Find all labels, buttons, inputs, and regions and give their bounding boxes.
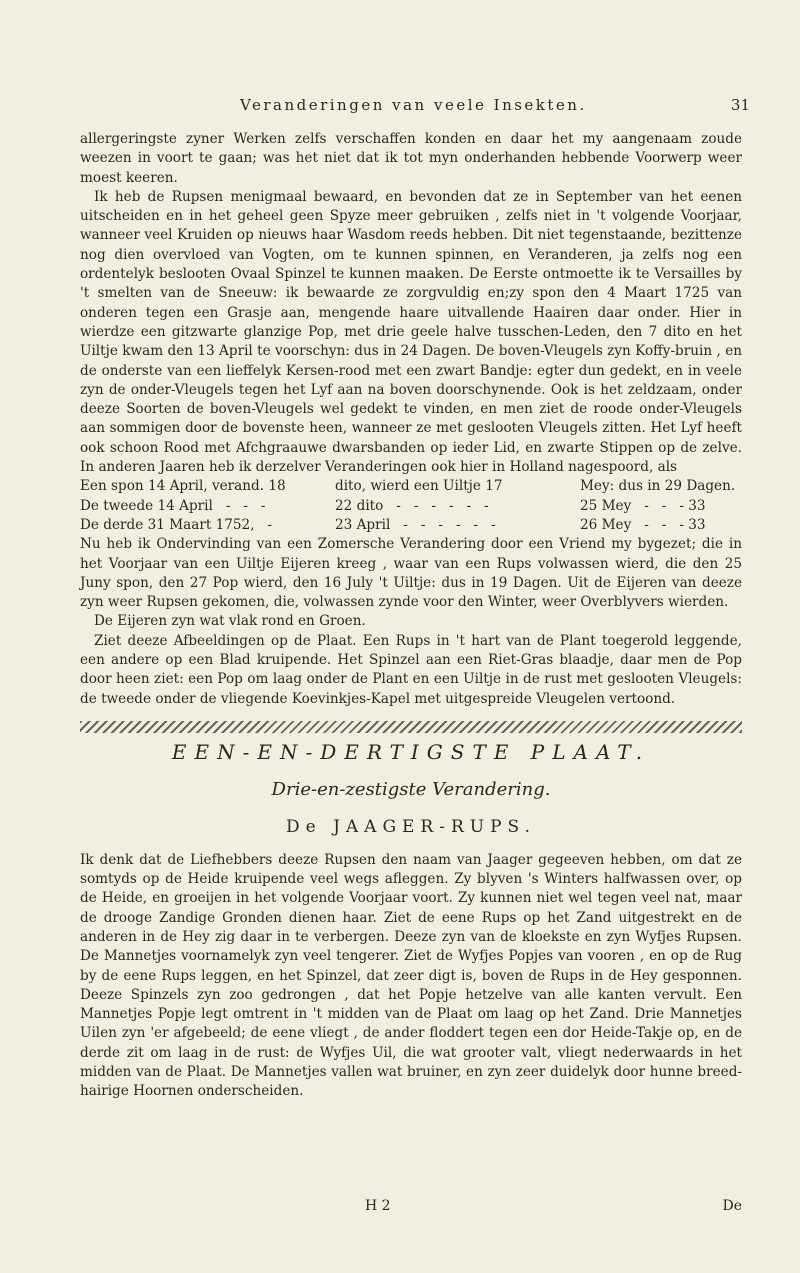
running-head xyxy=(240,96,750,114)
catchword: De xyxy=(722,1198,742,1214)
page-number: 31 xyxy=(730,96,750,114)
row-cell: 26 Mey - - - 33 xyxy=(580,516,706,533)
ornament-divider xyxy=(80,721,742,733)
observation-row xyxy=(80,477,742,496)
species-title: De JAAGER-RUPS. xyxy=(285,816,536,837)
change-title: Drie-en-zestigste Verandering. xyxy=(271,779,551,801)
row-cell: Een spon 14 April, verand. 18 xyxy=(80,478,286,495)
plate-title: EEN-EN-DERTIGSTE PLAAT. xyxy=(171,739,651,764)
row-cell: dito, wierd een Uiltje 17 xyxy=(335,478,503,495)
paragraph: Ik denk dat de Liefhebbers deeze Rupsen den naam van Jaager gegeeven hebben, om dat ze somtyds op de Heide kruipende veel wegs afleggen. Zy blyven 's Winters halfwassen over, op de Heide, en groeijen in het volgende Voorjaar voort. Zy kunnen niet wel tegen veel nat, maar de drooge Zandige Gronden dienen haar. Ziet de eene Rups op het Zand uitgestrekt en de anderen in de Hey zig daar in te verbergen. Deeze zyn van de kloekste en zyn Wyfjes Rupsen. De Mannetjes voornamelyk zyn veel tengerer. Ziet de Wyfjes Popjes van vooren , en op de Rug by de eene Rups leggen, en het Spinzel, dat zeer digt is, boven de Rups in de Hey gesponnen. Deeze Spinzels zyn zoo gedrongen , dat het Popje hetzelve van alle kanten vervult. Een Mannetjes Popje legt omtrent in 't midden van de Plaat om laag op het Zand. Drie Mannetjes Uilen zyn 'er afgebeeld; de eene vliegt , de ander floddert tegen een dor Heide-Takje op, en de derde zit om laag in de rust: de Wyfjes Uil, die wat grooter valt, vliegt nederwaards in het midden van de Plaat. De Mannetjes vallen wat bruiner, en zyn zeer duidelyk door hunne breed-hairige Hoornen onderscheiden. xyxy=(80,851,742,1100)
row-cell: 22 dito - - - - - - xyxy=(335,497,489,514)
row-cell: Mey: dus in 29 Dagen. xyxy=(580,478,736,495)
paragraph: De Eijeren zyn wat vlak rond en Groen. xyxy=(94,613,366,630)
row-cell: De tweede 14 April - - - xyxy=(80,497,266,514)
observation-row xyxy=(80,497,742,516)
signature-mark: H 2 xyxy=(365,1198,391,1214)
paragraph: allergeringste zyner Werken zelfs verschaffen konden en daar het my aangenaam zoude weezen in voort te gaan; was het niet dat ik tot myn onderhanden hebbende Voorwerp weer moest keeren. xyxy=(80,131,742,186)
running-title: Veranderingen van veele Insekten. xyxy=(240,96,587,114)
paragraph: Nu heb ik Ondervinding van een Zomersche Verandering door een Vriend my bygezet; die in het Voorjaar van een Uiltje Eijeren kreeg , waar van een Rups volwassen wierd, die den 25 Juny spon, den 27 Pop wierd, den 16 July 't Uiltje: dus in 19 Dagen. Uit de Eijeren van deeze zyn weer Rupsen gekomen, die, volwassen zynde voor den Winter, weer Overblyvers wierden. xyxy=(80,536,742,611)
observation-rows xyxy=(80,477,742,535)
row-cell: 23 April - - - - - - xyxy=(335,516,496,533)
paragraph: Ik heb de Rupsen menigmaal bewaard, en bevonden dat ze in September van het eenen uitscheiden en in het geheel geen Spyze meer gebruiken , zelfs niet in 't volgende Voorjaar, wanneer veel Kruiden op nieuws haar Wasdom reeds hebben. Dit niet tegenstaande, bezittenze nog dien overvloed van Vogten, om te kunnen spinnen, en Veranderen, ja zelfs nog een ordentelyk beslooten Ovaal Spinzel te kunnen maaken. De Eerste ontmoette ik te Versailles by 't smelten van de Sneeuw: ik bewaarde ze zorgvuldig en;zy spon den 4 Maart 1725 van onderen tegen een Grasje aan, mengende haare uitvallende Haairen daar onder. Hier in wierdze een gitzwarte glanzige Pop, met drie geele halve tusschen-Leden, den 7 dito en het Uiltje kwam den 13 April te voorschyn: dus in 24 Dagen. De boven-Vleugels zyn Koffy-bruin , en de onderste van een lieffelyk Kersen-rood met een zwart Bandje: egter dun gedekt, en in veele zyn de onder-Vleugels tegen het Lyf aan na boven doorschynende. Ook is het zeldzaam, onder deeze Soorten de boven-Vleugels wel gedekt te vinden, en men ziet de roode onder-Vleugels aan sommigen door de bovenste heen, wanneer ze met geslooten Vleugels zitten. Het Lyf heeft ook schoon Rood met Afchgraauwe dwarsbanden op ieder Lid, en zwarte Stippen op de zelve. In anderen Jaaren heb ik derzelver Veranderingen ook hier in Holland nagespoord, als xyxy=(80,188,742,476)
row-cell: De derde 31 Maart 1752, - xyxy=(80,516,273,533)
paragraph: Ziet deeze Afbeeldingen op de Plaat. Een Rups in 't hart van de Plant toegerold leggende, een andere op een Blad kruipende. Het Spinzel aan een Riet-Gras blaadje, daar men de Pop door heen ziet: een Pop om laag onder de Plant en een Uiltje in de rust met geslooten Vleugels: de tweede onder de vliegende Koevinkjes-Kapel met uitgespreide Vleugelen vertoond. xyxy=(80,632,742,707)
observation-row xyxy=(80,516,742,535)
row-cell: 25 Mey - - - 33 xyxy=(580,497,706,514)
page-body xyxy=(80,130,742,1102)
